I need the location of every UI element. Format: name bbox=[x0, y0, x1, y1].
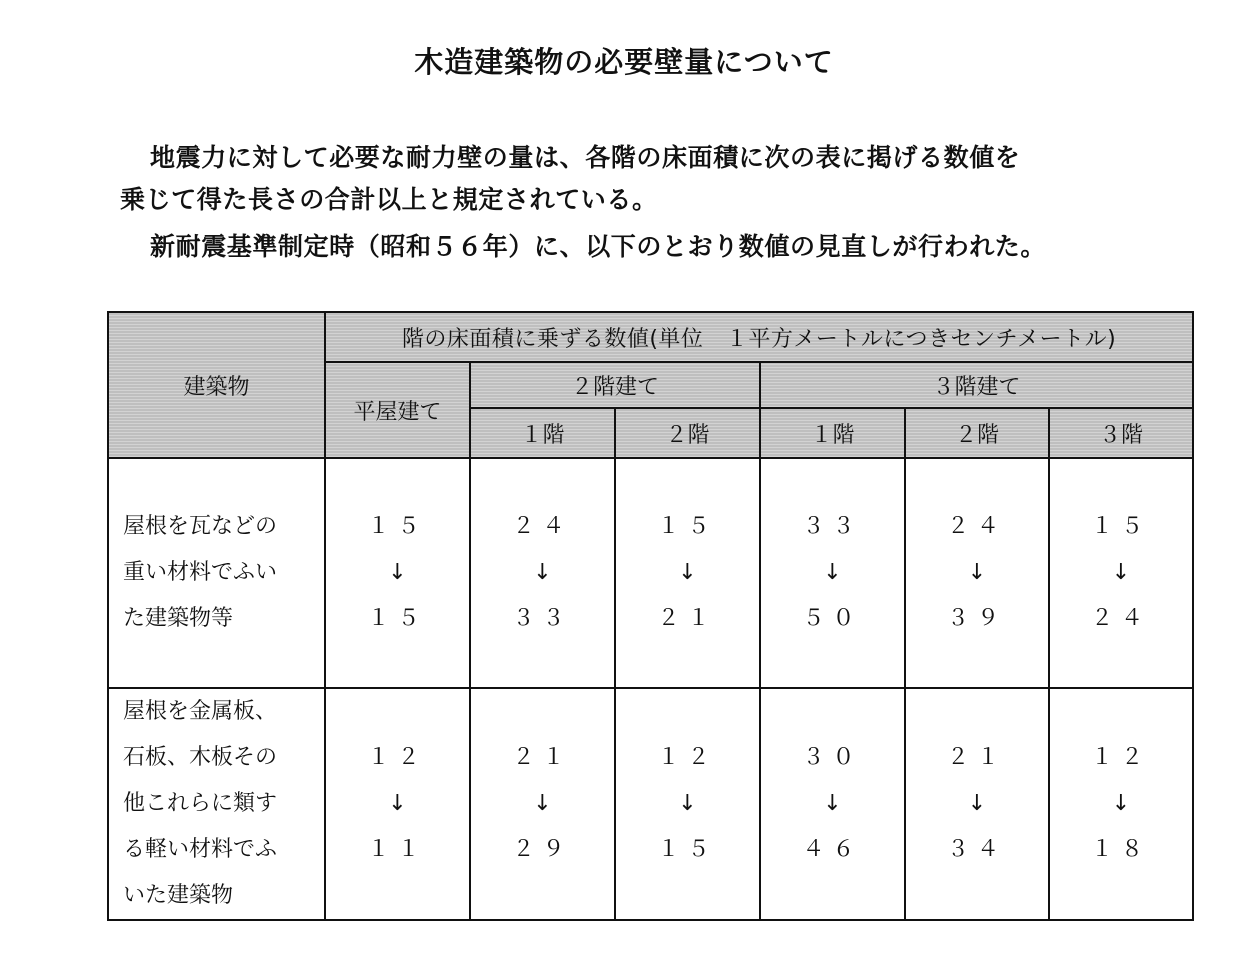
value-before: １５ bbox=[1091, 514, 1152, 539]
value-after: １８ bbox=[1091, 837, 1152, 862]
value-after: ４６ bbox=[802, 837, 863, 862]
header-building: 建築物 bbox=[108, 312, 325, 458]
value-before: ２１ bbox=[512, 745, 573, 770]
row-label-line: 屋根を金属板、 bbox=[123, 699, 278, 724]
value-before: ３０ bbox=[802, 745, 863, 770]
value-before: １２ bbox=[1091, 745, 1152, 770]
value-after: ３４ bbox=[946, 837, 1007, 862]
value-before: ２１ bbox=[946, 745, 1007, 770]
value-after: ３９ bbox=[946, 606, 1007, 631]
value-before: １５ bbox=[367, 514, 428, 539]
value-cell bbox=[325, 458, 470, 688]
value-after: ２１ bbox=[657, 606, 718, 631]
value-after: ２９ bbox=[512, 837, 573, 862]
value-before: １５ bbox=[657, 514, 718, 539]
down-arrow-icon: ↓ bbox=[1111, 791, 1131, 816]
value-cell bbox=[470, 688, 615, 920]
paragraph-1-line-1: 地震力に対して必要な耐力壁の量は、各階の床面積に次の表に掲げる数値を bbox=[150, 143, 1021, 172]
value-cell bbox=[905, 688, 1049, 920]
row-label-heavy-roof bbox=[108, 458, 325, 688]
down-arrow-icon: ↓ bbox=[678, 791, 697, 816]
value-cell bbox=[470, 458, 615, 688]
down-arrow-icon: ↓ bbox=[388, 791, 407, 816]
value-cell bbox=[905, 458, 1049, 688]
header-three-story: ３階建て bbox=[760, 362, 1193, 408]
value-cell bbox=[615, 458, 760, 688]
value-after: ３３ bbox=[512, 606, 573, 631]
down-arrow-icon: ↓ bbox=[533, 791, 552, 816]
row-label-line: た建築物等 bbox=[123, 606, 234, 631]
down-arrow-icon: ↓ bbox=[678, 560, 697, 585]
row-label-line: 石板、木板その bbox=[123, 745, 278, 770]
down-arrow-icon: ↓ bbox=[533, 560, 552, 585]
row-label-line: 重い材料でふい bbox=[123, 560, 278, 585]
row-label-line: 屋根を瓦などの bbox=[123, 514, 278, 539]
down-arrow-icon: ↓ bbox=[1111, 560, 1131, 585]
header-multiplier: 階の床面積に乗ずる数値(単位 １平方メートルにつきセンチメートル) bbox=[325, 312, 1193, 362]
header-three-story-floor-2: ２階 bbox=[905, 408, 1049, 458]
header-one-story: 平屋建て bbox=[325, 362, 470, 458]
value-before: ２４ bbox=[946, 514, 1007, 539]
value-cell bbox=[760, 688, 905, 920]
value-after: １５ bbox=[367, 606, 428, 631]
value-cell bbox=[760, 458, 905, 688]
value-after: １１ bbox=[367, 837, 428, 862]
value-cell bbox=[325, 688, 470, 920]
paragraph-1-line-2: 乗じて得た長さの合計以上と規定されている。 bbox=[120, 185, 658, 214]
value-cell bbox=[1049, 688, 1193, 920]
down-arrow-icon: ↓ bbox=[388, 560, 407, 585]
table-row-light-roof bbox=[108, 688, 1193, 920]
down-arrow-icon: ↓ bbox=[823, 560, 842, 585]
wall-requirement-table bbox=[107, 311, 1194, 921]
down-arrow-icon: ↓ bbox=[823, 791, 842, 816]
value-before: ２４ bbox=[512, 514, 573, 539]
header-three-story-floor-1: １階 bbox=[760, 408, 905, 458]
page-title: 木造建築物の必要壁量について bbox=[414, 45, 834, 79]
value-cell bbox=[615, 688, 760, 920]
value-after: ５０ bbox=[802, 606, 863, 631]
value-before: １２ bbox=[657, 745, 718, 770]
value-before: ３３ bbox=[802, 514, 863, 539]
down-arrow-icon: ↓ bbox=[967, 560, 987, 585]
table-row-heavy-roof bbox=[108, 458, 1193, 688]
value-cell bbox=[1049, 458, 1193, 688]
row-label-line: る軽い材料でふ bbox=[123, 837, 278, 862]
value-after: ２４ bbox=[1091, 606, 1152, 631]
header-three-story-floor-3: ３階 bbox=[1049, 408, 1193, 458]
value-before: １２ bbox=[367, 745, 428, 770]
down-arrow-icon: ↓ bbox=[967, 791, 987, 816]
value-after: １５ bbox=[657, 837, 718, 862]
row-label-line: 他これらに類す bbox=[123, 791, 278, 816]
row-label-light-roof bbox=[108, 688, 325, 920]
header-two-story: ２階建て bbox=[470, 362, 760, 408]
row-label-line: いた建築物 bbox=[123, 883, 234, 908]
paragraph-2: 新耐震基準制定時（昭和５６年）に、以下のとおり数値の見直しが行われた。 bbox=[150, 232, 1047, 261]
header-two-story-floor-2: ２階 bbox=[615, 408, 760, 458]
header-two-story-floor-1: １階 bbox=[470, 408, 615, 458]
